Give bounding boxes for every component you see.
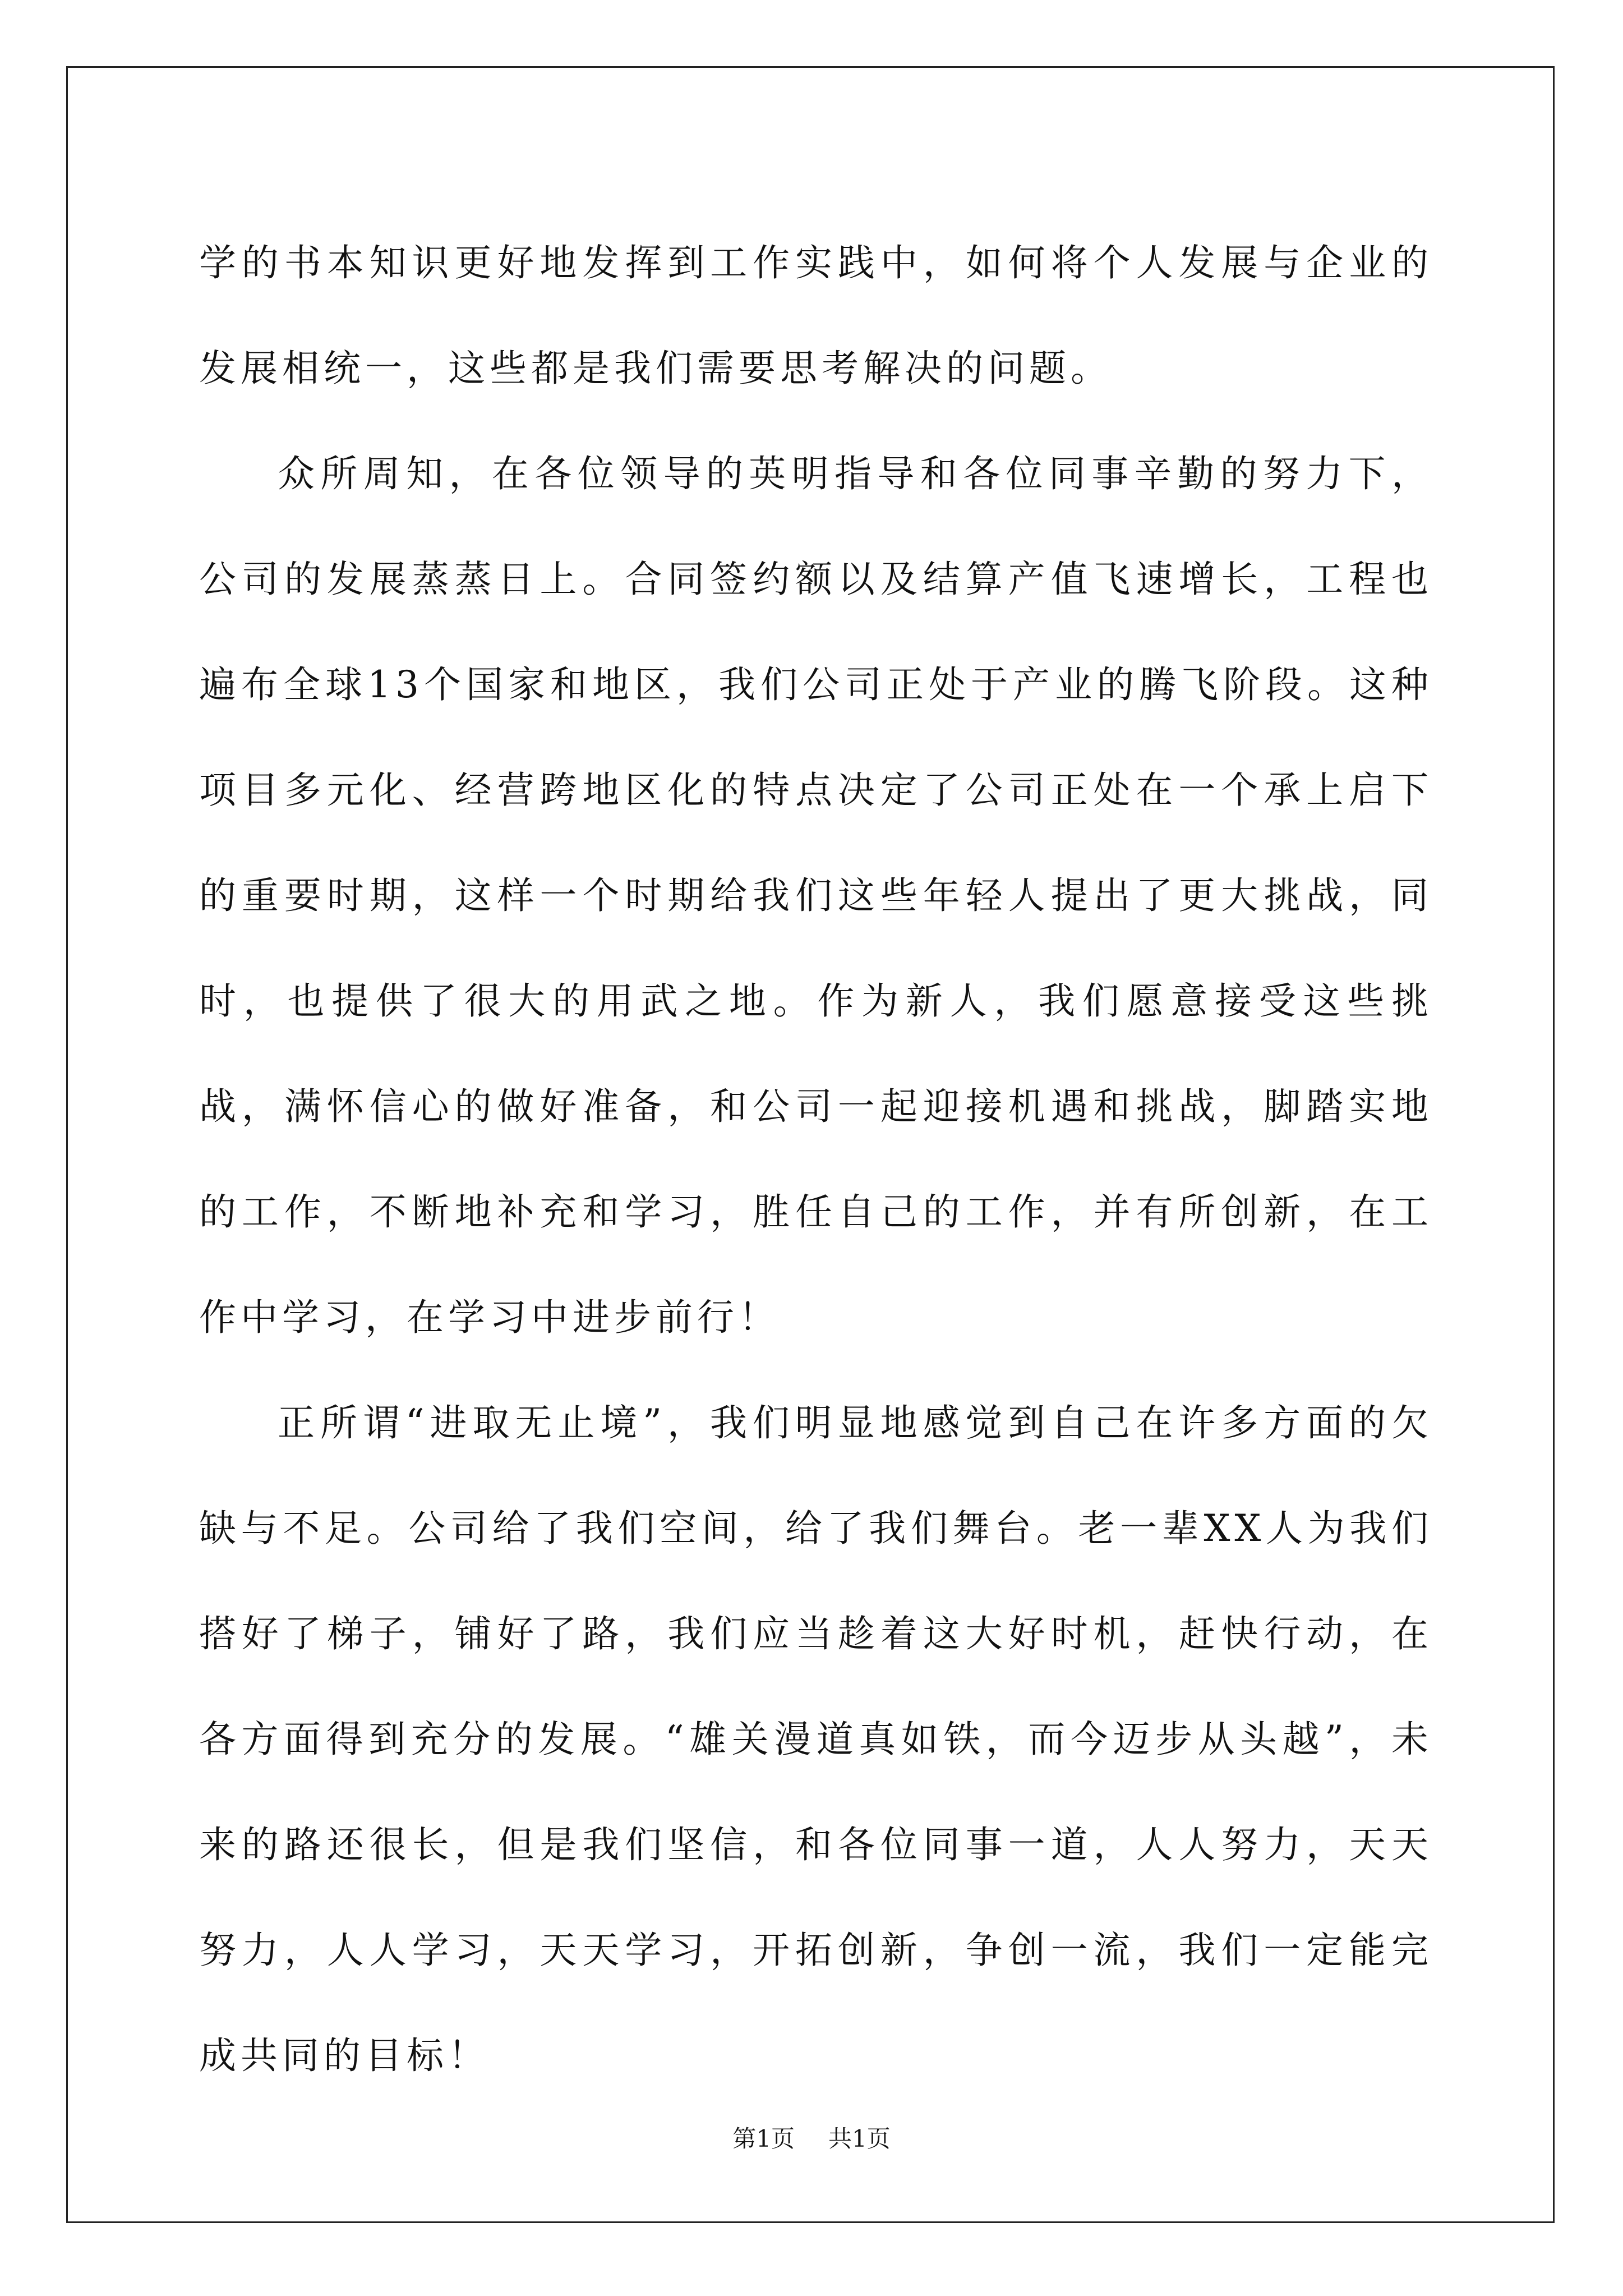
paragraph-3: 正所谓“进取无止境”，我们明显地感觉到自己在许多方面的欠缺与不足。公司给了我们空间，给了我们舞台。老一辈XX人为我们搭好了梯子，铺好了路，我们应当趁着这大好时机，赶快行动，在各方面得到充分的发展。“雄关漫道真如铁，而今迈步从头越”，未来的路还很长，但是我们坚信，和各位同事一道，人人努力，天天努力，人人学习，天天学习，开拓创新，争创一流，我们一定能完成共同的目标！ [199,1401,1433,2077]
paragraph-2: 众所周知，在各位领导的英明指导和各位同事辛勤的努力下，公司的发展蒸蒸日上。合同签约额以及结算产值飞速增长，工程也遍布全球13个国家和地区，我们公司正处于产业的腾飞阶段。这种项目多元化、经营跨地区化的特点决定了公司正处在一个承上启下的重要时期，这样一个时期给我们这些年轻人提出了更大挑战，同时，也提供了很大的用武之地。作为新人，我们愿意接受这些挑战，满怀信心的做好准备，和公司一起迎接机遇和挑战，脚踏实地的工作，不断地补充和学习，胜任自己的工作，并有所创新，在工作中学习，在学习中进步前行！ [199,452,1433,1339]
document-body [199,210,1433,2109]
page-number: 第1页 [732,2125,795,2152]
page-total: 共1页 [828,2125,891,2152]
page-footer [0,2120,1623,2154]
paragraph-1: 学的书本知识更好地发挥到工作实践中，如何将个人发展与企业的发展相统一，这些都是我们需要思考解决的问题。 [199,241,1433,390]
